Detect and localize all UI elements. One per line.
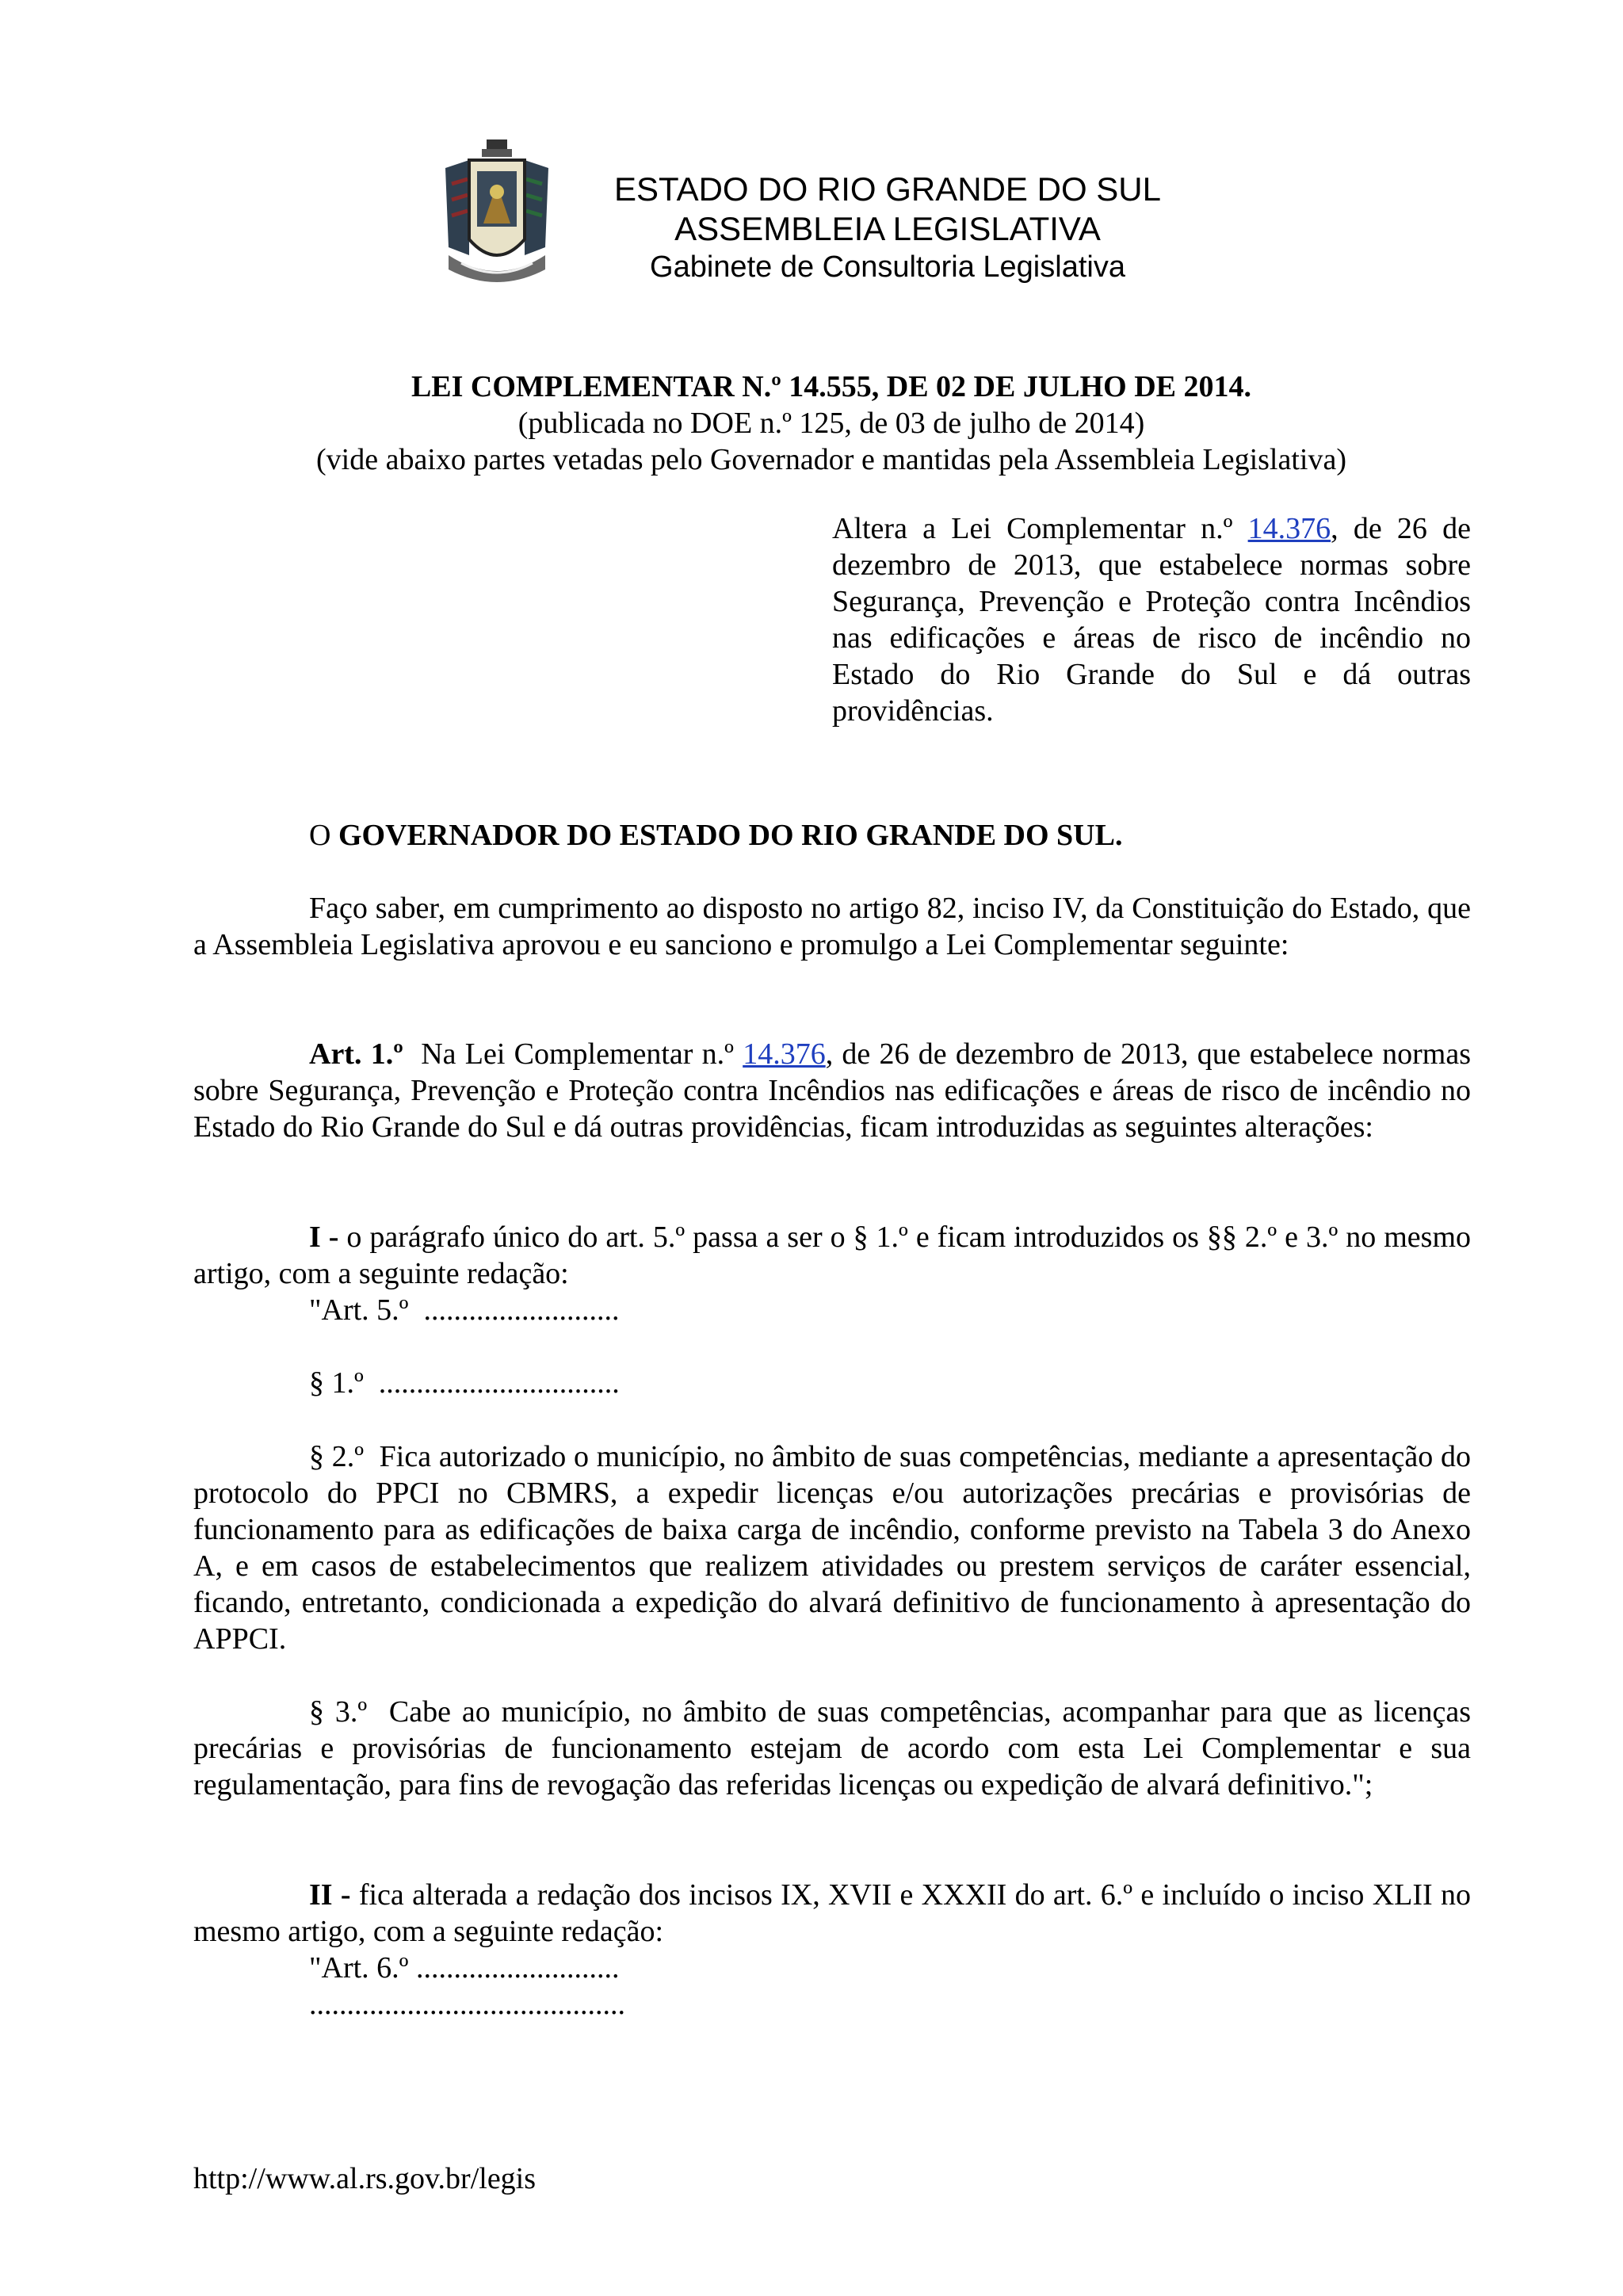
governor-line (193, 817, 1471, 854)
veto-note: (vide abaixo partes vetadas pelo Governador e mantidas pela Assembleia Legislativa) (316, 443, 1346, 476)
ementa (832, 510, 1471, 729)
header-assembly: ASSEMBLEIA LEGISLATIVA (674, 210, 1101, 247)
header-office: Gabinete de Consultoria Legislativa (650, 250, 1125, 284)
governor-title: GOVERNADOR DO ESTADO DO RIO GRANDE DO SUL. (338, 819, 1123, 852)
article-1-text-after: , de 26 de dezembro de 2013, que estabelece normas sobre Segurança, Prevenção e Proteção contra Incêndios nas edificações e áreas de risco de incêndio no Estado do Rio Grande do Sul e dá outras providências, ficam introduzidas as seguintes alterações: (193, 1037, 1471, 1144)
article-6-line: "Art. 6.º ........................... (309, 1951, 620, 1985)
ementa-text-before: Altera a Lei Complementar n.º (832, 512, 1248, 545)
article-1-text-before: Na Lei Complementar n.º (403, 1037, 743, 1071)
header-state: ESTADO DO RIO GRANDE DO SUL (614, 170, 1161, 208)
item-1-label: I - (309, 1221, 339, 1254)
governor-prefix: O (309, 819, 338, 852)
article-1-label: Art. 1.º (309, 1037, 403, 1071)
item-2 (193, 1877, 1471, 1950)
state-coat-of-arms-icon (437, 136, 556, 295)
item-2-text: fica alterada a redação dos incisos IX, XVII e XXXII do art. 6.º e incluído o inciso XLII no mesmo artigo, com a seguinte redação: (193, 1878, 1471, 1948)
item-2-label: II - (309, 1878, 351, 1912)
continuation-dots: .......................................... (309, 1988, 625, 2021)
footer-url-link[interactable]: http://www.al.rs.gov.br/legis (193, 2162, 537, 2195)
paragraph-1-line: § 1.º ................................ (309, 1366, 620, 1400)
intro-text: Faço saber, em cumprimento ao disposto no artigo 82, inciso IV, da Constituição do Estado, que a Assembleia Legislativa aprovou e eu sanciono e promulgo a Lei Complementar seguinte: (193, 892, 1471, 961)
ementa-text-after: , de 26 de dezembro de 2013, que estabelece normas sobre Segurança, Prevenção e Proteção contra Incêndios nas edificações e áreas de risco de incêndio no Estado do Rio Grande do Sul e dá outras providências. (832, 512, 1471, 728)
publication-note: (publicada no DOE n.º 125, de 03 de julho de 2014) (517, 407, 1145, 440)
law-title: LEI COMPLEMENTAR N.º 14.555, DE 02 DE JULHO DE 2014. (411, 370, 1252, 403)
item-1-text: o parágrafo único do art. 5.º passa a ser o § 1.º e ficam introduzidos os §§ 2.º e 3.º no mesmo artigo, com a seguinte redação: (193, 1221, 1471, 1290)
ementa-law-link[interactable]: 14.376 (1247, 512, 1331, 545)
paragraph-3-text: § 3.º Cabe ao município, no âmbito de suas competências, acompanhar para que as licenças precárias e provisórias de funcionamento estejam de acordo com esta Lei Complementar e sua regulamentação, para fins de revogação das referidas licenças ou expedição de alvará definitivo."; (193, 1695, 1479, 1801)
intro-paragraph (193, 890, 1471, 963)
article-1 (193, 1036, 1471, 1145)
paragraph-3 (193, 1694, 1479, 1803)
paragraph-2-text: § 2.º Fica autorizado o município, no âmbito de suas competências, mediante a apresentação do protocolo do PPCI no CBMRS, a expedir licenças e/ou autorizações precárias e provisórias de funcionamento para as edificações de baixa carga de incêndio, conforme previsto na Tabela 3 do Anexo A, e em casos de estabelecimentos que realizem atividades ou prestem serviços de caráter essencial, ficando, entretanto, condicionada a expedição do alvará definitivo de funcionamento à apresentação do APPCI. (193, 1440, 1479, 1656)
article-1-law-link[interactable]: 14.376 (743, 1037, 826, 1071)
article-5-line: "Art. 5.º .......................... (309, 1293, 620, 1327)
item-1 (193, 1219, 1471, 1292)
paragraph-2 (193, 1438, 1479, 1657)
